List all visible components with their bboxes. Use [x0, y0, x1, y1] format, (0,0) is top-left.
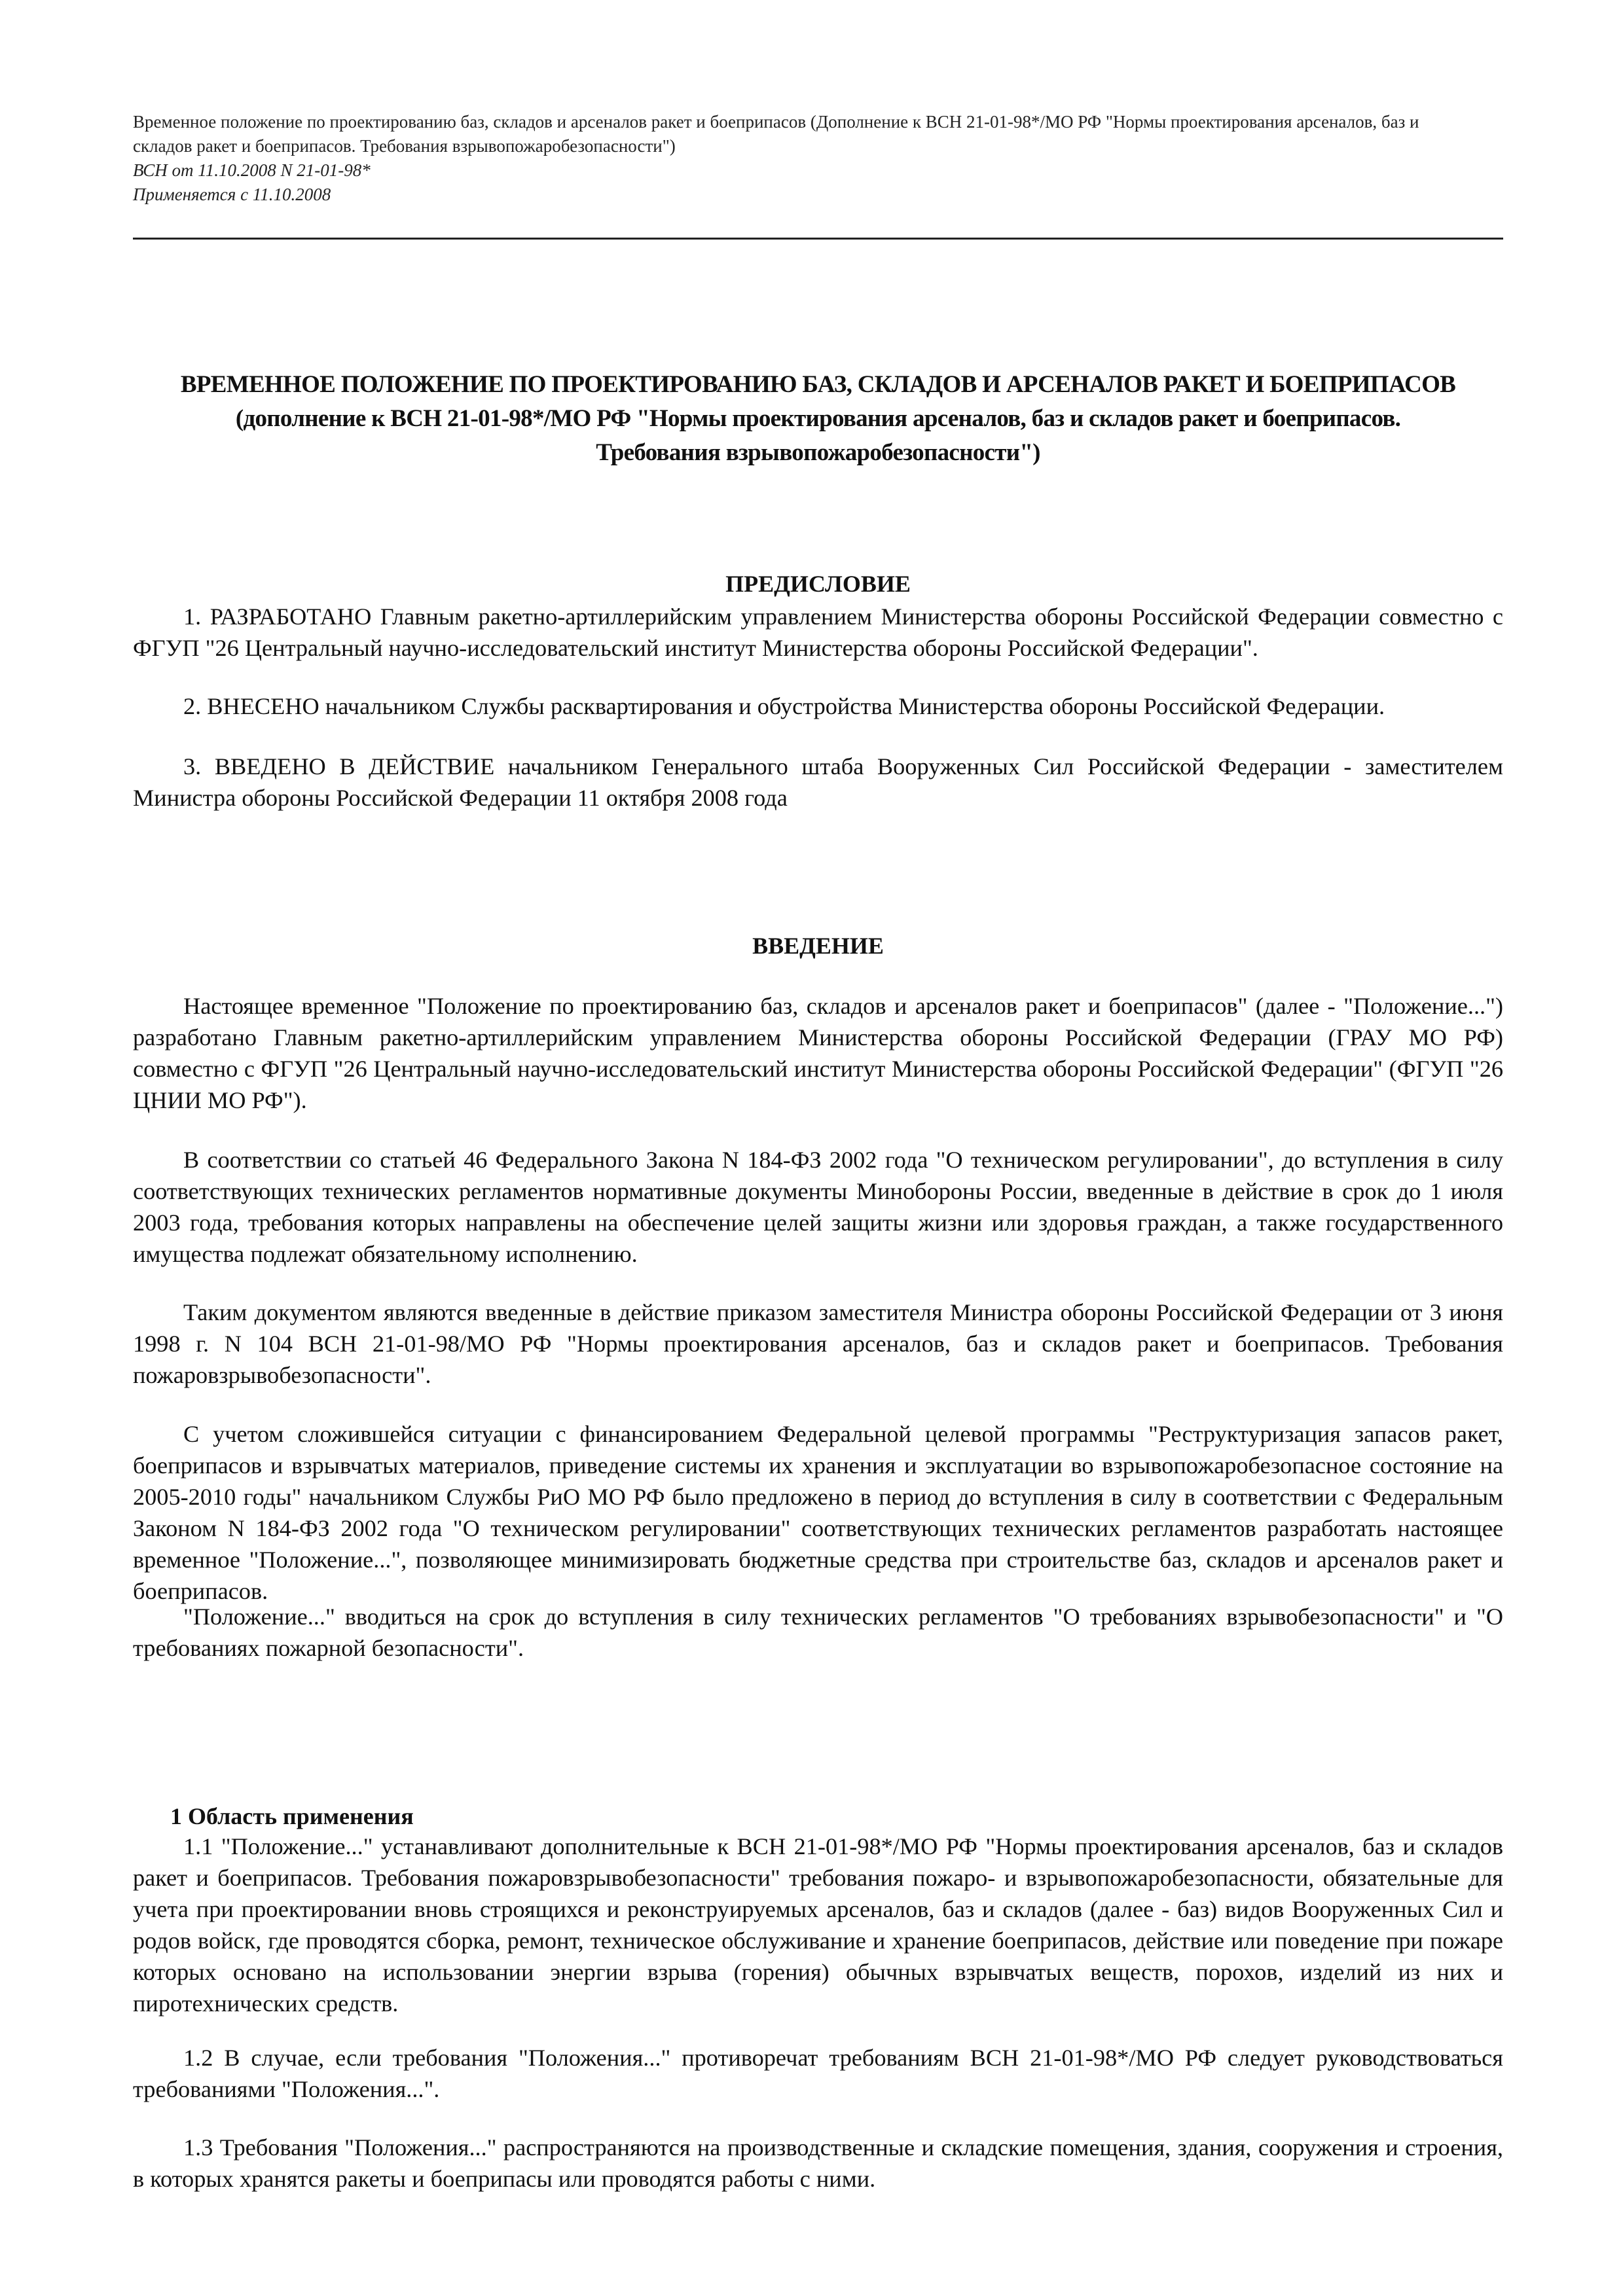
header-applies-date: Применяется с 11.10.2008 — [133, 185, 331, 204]
section-1-item-1-3: 1.3 Требования "Положения..." распространяются на производственные и складские помещения, здания, сооружения и строения, в которых хранятся ракеты и боеприпасы или проводятся работы с ними. — [133, 2134, 1503, 2192]
introduction-paragraph-1: Настоящее временное "Положение по проектированию баз, складов и арсеналов ракет и боеприпасов" (далее - "Положение...") разработано Главным ракетно-артиллерийским управлением Министерства обороны Российской Федерации (ГРАУ МО РФ) совместно с ФГУП "26 Центральный научно-исследовательский институт Министерства обороны Российской Федерации" (ФГУП "26 ЦНИИ МО РФ"). — [133, 993, 1503, 1113]
foreword-heading: ПРЕДИСЛОВИЕ — [725, 571, 911, 597]
document-title-line-2: (дополнение к ВСН 21-01-98*/МО РФ "Нормы проектирования арсеналов, баз и складов ракет и боеприпасов. — [235, 405, 1401, 432]
document-title-line-1: ВРЕМЕННОЕ ПОЛОЖЕНИЕ ПО ПРОЕКТИРОВАНИЮ БАЗ, СКЛАДОВ И АРСЕНАЛОВ РАКЕТ И БОЕПРИПАСОВ — [180, 371, 1456, 398]
introduction-paragraph-2: В соответствии со статьей 46 Федерального Закона N 184-ФЗ 2002 года "О техническом регулировании", до вступления в силу соответствующих технических регламентов нормативные документы Минобороны России, введенные в действие в срок до 1 июля 2003 года, требования которых направлены на обеспечение целей защиты жизни или здоровья граждан, а также государственного имущества подлежат обязательному исполнению. — [133, 1147, 1503, 1267]
introduction-paragraph-4: С учетом сложившейся ситуации с финансированием Федеральной целевой программы "Реструктуризация запасов ракет, боеприпасов и взрывчатых материалов, приведение системы их хранения и эксплуатации во взрывопожаробезопасное состояние на 2005-2010 годы" начальником Службы РиО МО РФ было предложено в период до вступления в силу в соответствии с Федеральным Законом N 184-ФЗ 2002 года "О техническом регулировании" соответствующих технических регламентов разработать настоящее временное "Положение...", позволяющее минимизировать бюджетные средства при строительстве баз, складов и арсеналов ракет и боеприпасов. — [133, 1421, 1503, 1604]
document-title-line-3: Требования взрывопожаробезопасности") — [596, 439, 1040, 466]
section-1-item-1-2: 1.2 В случае, если требования "Положения..." противоречат требованиям ВСН 21-01-98*/МО РФ следует руководствоваться требованиями "Положения...". — [133, 2045, 1503, 2102]
section-1-heading: 1 Область применения — [170, 1803, 414, 1829]
introduction-paragraph-3: Таким документом являются введенные в действие приказом заместителя Министра обороны Российской Федерации от 3 июня 1998 г. N 104 ВСН 21-01-98/МО РФ "Нормы проектирования арсеналов, баз и складов ракет и боеприпасов. Требования пожаровзрывобезопасности". — [133, 1299, 1503, 1388]
header-source-line-1: Временное положение по проектированию баз, складов и арсеналов ракет и боеприпасов (Дополнение к ВСН 21-01-98*/МО РФ "Нормы проектирования арсеналов, баз и — [133, 112, 1419, 132]
document-title — [133, 368, 1503, 470]
header-divider — [133, 238, 1503, 240]
foreword-item-3: 3. ВВЕДЕНО В ДЕЙСТВИЕ начальником Генерального штаба Вооруженных Сил Российской Федерации - заместителем Министра обороны Российской Федерации 11 октября 2008 года — [133, 753, 1503, 811]
foreword-item-1: 1. РАЗРАБОТАНО Главным ракетно-артиллерийским управлением Министерства обороны Российской Федерации совместно с ФГУП "26 Центральный научно-исследовательский институт Министерства обороны Российской Федерации". — [133, 603, 1503, 661]
header-source-line-2: складов ракет и боеприпасов. Требования взрывопожаробезопасности") — [133, 136, 676, 156]
header-doc-ref: ВСН от 11.10.2008 N 21-01-98* — [133, 160, 371, 180]
document-header — [133, 110, 1508, 207]
section-1-item-1-1: 1.1 "Положение..." устанавливают дополнительные к ВСН 21-01-98*/МО РФ "Нормы проектирования арсеналов, баз и складов ракет и боеприпасов. Требования пожаровзрывобезопасности" требования пожаро- и взрывопожаробезопасности, обязательные для учета при проектировании вновь строящихся и реконструируемых арсеналов, баз и складов (далее - баз) видов Вооруженных Сил и родов войск, где проводятся сборка, ремонт, техническое обслуживание и хранение боеприпасов, действие или поведение при пожаре которых основано на использовании энергии взрыва (горения) обычных взрывчатых веществ, порохов, изделий из них и пиротехнических средств. — [133, 1833, 1503, 2017]
introduction-heading: ВВЕДЕНИЕ — [752, 933, 884, 959]
foreword-item-2: 2. ВНЕСЕНО начальником Службы расквартирования и обустройства Министерства обороны Российской Федерации. — [183, 693, 1385, 719]
introduction-paragraph-5: "Положение..." вводиться на срок до вступления в силу технических регламентов "О требованиях взрывобезопасности" и "О требованиях пожарной безопасности". — [133, 1604, 1503, 1661]
